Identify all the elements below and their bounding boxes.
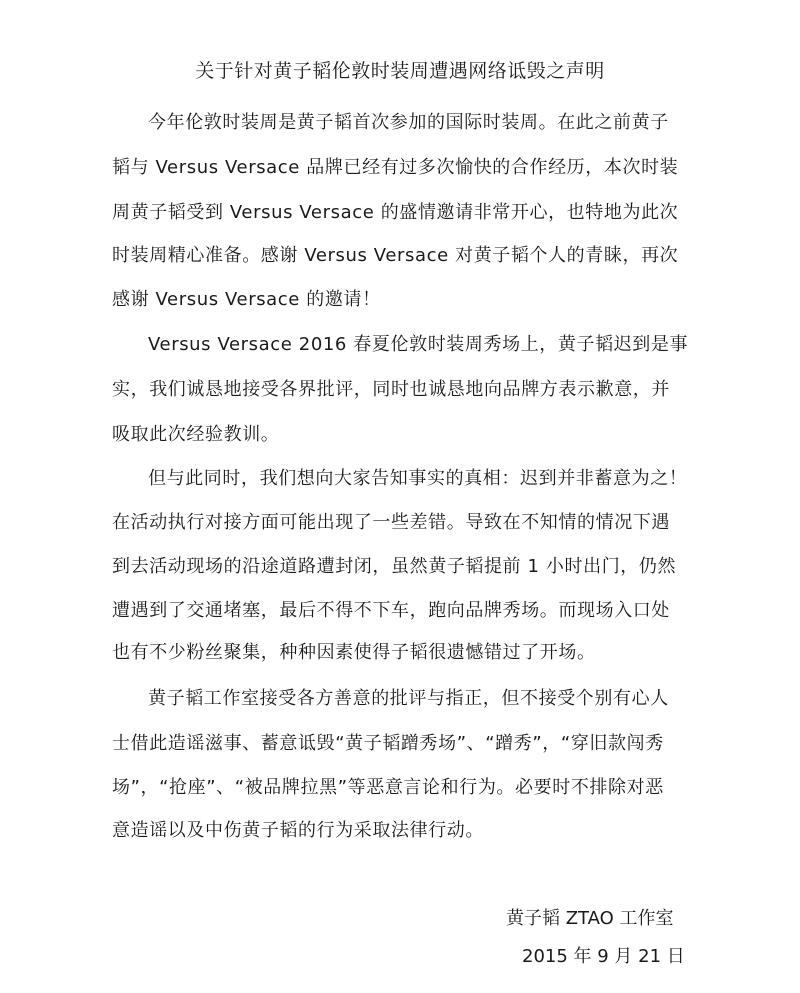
paragraph-2-line-1: Versus Versace 2016 春夏伦敦时装周秀场上，黄子韬迟到是事 — [148, 334, 689, 355]
paragraph-4-line-1: 黄子韬工作室接受各方善意的批评与指正，但不接受个别有心人 — [148, 688, 669, 709]
paragraph-1-line-1: 今年伦敦时装周是黄子韬首次参加的国际时装周。在此之前黄子 — [148, 112, 669, 133]
paragraph-1-line-3: 周黄子韬受到 Versus Versace 的盛情邀请非常开心，也特地为此次 — [112, 202, 679, 223]
paragraph-3-line-3: 到去活动现场的沿途道路遭封闭，虽然黄子韬提前 1 小时出门，仍然 — [112, 556, 677, 577]
signature-org: 黄子韬 ZTAO 工作室 — [506, 908, 674, 929]
paragraph-4-line-4: 意造谣以及中伤黄子韬的行为采取法律行动。 — [112, 820, 484, 841]
statement-title: 关于针对黄子韬伦敦时装周遭遇网络诋毁之声明 — [195, 60, 605, 82]
signature-date: 2015 年 9 月 21 日 — [522, 946, 685, 967]
paragraph-1-line-2: 韬与 Versus Versace 品牌已经有过多次愉快的合作经历，本次时装 — [112, 157, 679, 178]
paragraph-3-line-5: 也有不少粉丝聚集，种种因素使得子韬很遗憾错过了开场。 — [112, 642, 596, 663]
paragraph-3-line-4: 遭遇到了交通堵塞，最后不得不下车，跑向品牌秀场。而现场入口处 — [112, 600, 670, 621]
paragraph-4-line-2: 士借此造谣滋事、蓄意诋毁“黄子韬蹭秀场”、“蹭秀”，“穿旧款闯秀 — [112, 733, 664, 754]
paragraph-2-line-3: 吸取此次经验教训。 — [112, 424, 280, 445]
paragraph-4-line-3: 场”，“抢座”、“被品牌拉黑”等恶意言论和行为。必要时不排除对恶 — [112, 777, 664, 798]
paragraph-3-line-2: 在活动执行对接方面可能出现了一些差错。导致在不知情的情况下遇 — [112, 512, 670, 533]
paragraph-2-line-2: 实，我们诚恳地接受各界批评，同时也诚恳地向品牌方表示歉意，并 — [112, 379, 670, 400]
paragraph-3-line-1: 但与此同时，我们想向大家告知事实的真相：迟到并非蓄意为之！ — [148, 468, 688, 489]
paragraph-1-line-4: 时装周精心准备。感谢 Versus Versace 对黄子韬个人的青睐，再次 — [112, 245, 679, 266]
paragraph-1-line-5: 感谢 Versus Versace 的邀请！ — [112, 289, 381, 310]
